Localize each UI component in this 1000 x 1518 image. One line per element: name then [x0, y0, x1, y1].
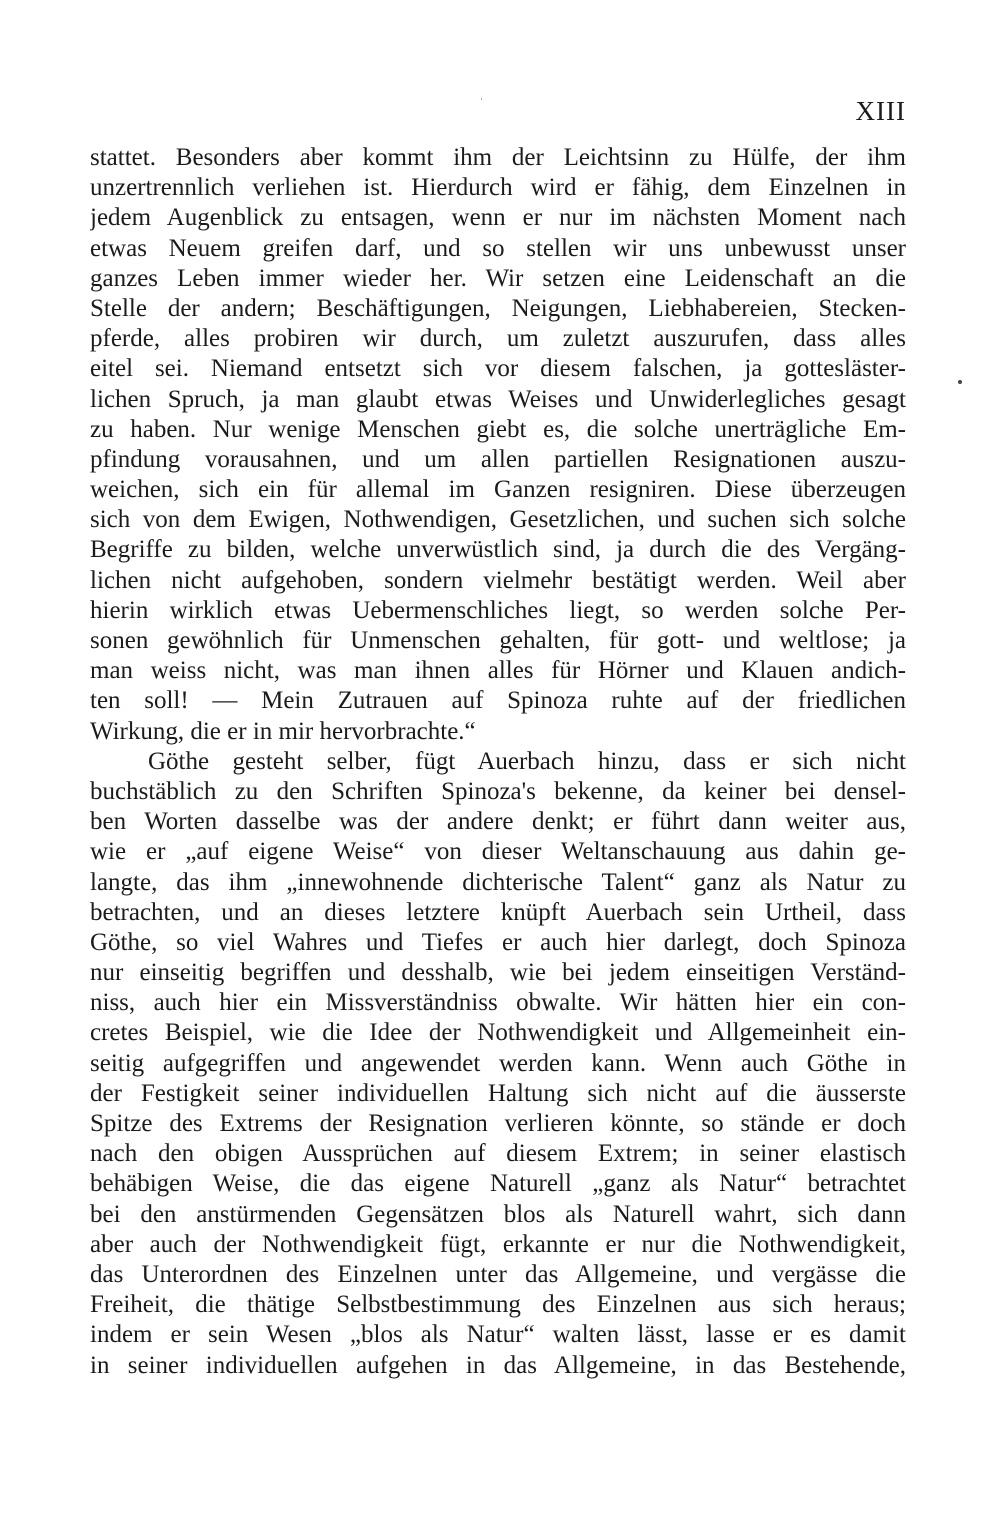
- text-line: lichen Spruch, ja man glaubt etwas Weises und Unwiderlegliches gesagt: [90, 385, 906, 413]
- text-line: der Festigkeit seiner individuellen Haltung sich nicht auf die äusserste: [90, 1079, 906, 1107]
- text-line: zu haben. Nur wenige Menschen giebt es, die solche unerträgliche Em-: [90, 415, 906, 443]
- text-line: seitig aufgegriffen und angewendet werden kann. Wenn auch Göthe in: [90, 1049, 906, 1077]
- margin-mark: [958, 380, 962, 384]
- text-line: langte, das ihm „innewohnende dichterische Talent“ ganz als Natur zu: [90, 868, 906, 896]
- text-line: weichen, sich ein für allemal im Ganzen resigniren. Diese überzeugen: [90, 476, 906, 504]
- body-text: [90, 143, 906, 1381]
- page-number: XIII: [855, 96, 906, 126]
- text-line: hierin wirklich etwas Uebermenschliches liegt, so werden solche Per-: [90, 596, 906, 624]
- text-line: niss, auch hier ein Missverständniss obwalte. Wir hätten hier ein con-: [90, 989, 906, 1017]
- text-line: ten soll! — Mein Zutrauen auf Spinoza ruhte auf der friedlichen: [90, 687, 906, 715]
- text-line: aber auch der Nothwendigkeit fügt, erkannte er nur die Nothwendigkeit,: [90, 1230, 906, 1258]
- text-line: pfindung vorausahnen, und um allen partiellen Resignationen auszu-: [90, 445, 906, 473]
- text-line: Begriffe zu bilden, welche unverwüstlich sind, ja durch die des Vergäng-: [90, 536, 906, 564]
- text-line: jedem Augenblick zu entsagen, wenn er nur im nächsten Moment nach: [90, 204, 906, 232]
- text-line: nur einseitig begriffen und desshalb, wie bei jedem einseitigen Verständ-: [90, 959, 906, 987]
- text-line: Freiheit, die thätige Selbstbestimmung des Einzelnen aus sich heraus;: [90, 1291, 906, 1319]
- text-line: Göthe, so viel Wahres und Tiefes er auch hier darlegt, doch Spinoza: [90, 928, 906, 956]
- text-line: Stelle der andern; Beschäftigungen, Neigungen, Liebhabereien, Stecken-: [90, 294, 906, 322]
- text-line: eitel sei. Niemand entsetzt sich vor diesem falschen, ja gottesläster-: [90, 355, 906, 383]
- text-line: unzertrennlich verliehen ist. Hierdurch wird er fähig, dem Einzelnen in: [90, 174, 906, 202]
- scan-speck: [481, 98, 482, 100]
- text-line: ben Worten dasselbe was der andere denkt; er führt dann weiter aus,: [90, 808, 906, 836]
- text-line: das Unterordnen des Einzelnen unter das Allgemeine, und vergässe die: [90, 1260, 906, 1288]
- paragraph: [90, 143, 906, 747]
- text-line: sich von dem Ewigen, Nothwendigen, Gesetzlichen, und suchen sich solche: [90, 506, 906, 534]
- text-line: behäbigen Weise, die das eigene Naturell „ganz als Natur“ betrachtet: [90, 1170, 906, 1198]
- text-line: cretes Beispiel, wie die Idee der Nothwendigkeit und Allgemeinheit ein-: [90, 1019, 906, 1047]
- text-line: in seiner individuellen aufgehen in das Allgemeine, in das Bestehende,: [90, 1351, 906, 1379]
- text-line: betrachten, und an dieses letztere knüpft Auerbach sein Urtheil, dass: [90, 898, 906, 926]
- paragraph: [90, 747, 906, 1381]
- text-line: man weiss nicht, was man ihnen alles für Hörner und Klauen andich-: [90, 657, 906, 685]
- text-line: buchstäblich zu den Schriften Spinoza's bekenne, da keiner bei densel-: [90, 777, 906, 805]
- text-line: wie er „auf eigene Weise“ von dieser Weltanschauung aus dahin ge-: [90, 838, 906, 866]
- text-line: indem er sein Wesen „blos als Natur“ walten lässt, lasse er es damit: [90, 1321, 906, 1349]
- text-line: pferde, alles probiren wir durch, um zuletzt auszurufen, dass alles: [90, 325, 906, 353]
- text-line: ganzes Leben immer wieder her. Wir setzen eine Leidenschaft an die: [90, 264, 906, 292]
- text-line: Spitze des Extrems der Resignation verlieren könnte, so stände er doch: [90, 1110, 906, 1137]
- text-line: stattet. Besonders aber kommt ihm der Leichtsinn zu Hülfe, der ihm: [90, 144, 906, 171]
- text-line: etwas Neuem greifen darf, und so stellen wir uns unbewusst unser: [90, 234, 906, 262]
- text-line: Wirkung, die er in mir hervorbrachte.“: [90, 717, 476, 745]
- text-line: lichen nicht aufgehoben, sondern vielmehr bestätigt werden. Weil aber: [90, 566, 906, 594]
- text-line: Göthe gesteht selber, fügt Auerbach hinzu, dass er sich nicht: [148, 747, 906, 775]
- text-line: bei den anstürmenden Gegensätzen blos als Naturell wahrt, sich dann: [90, 1200, 906, 1228]
- text-line: sonen gewöhnlich für Unmenschen gehalten, für gott- und weltlose; ja: [90, 627, 906, 654]
- text-line: nach den obigen Aussprüchen auf diesem Extrem; in seiner elastisch: [90, 1140, 906, 1168]
